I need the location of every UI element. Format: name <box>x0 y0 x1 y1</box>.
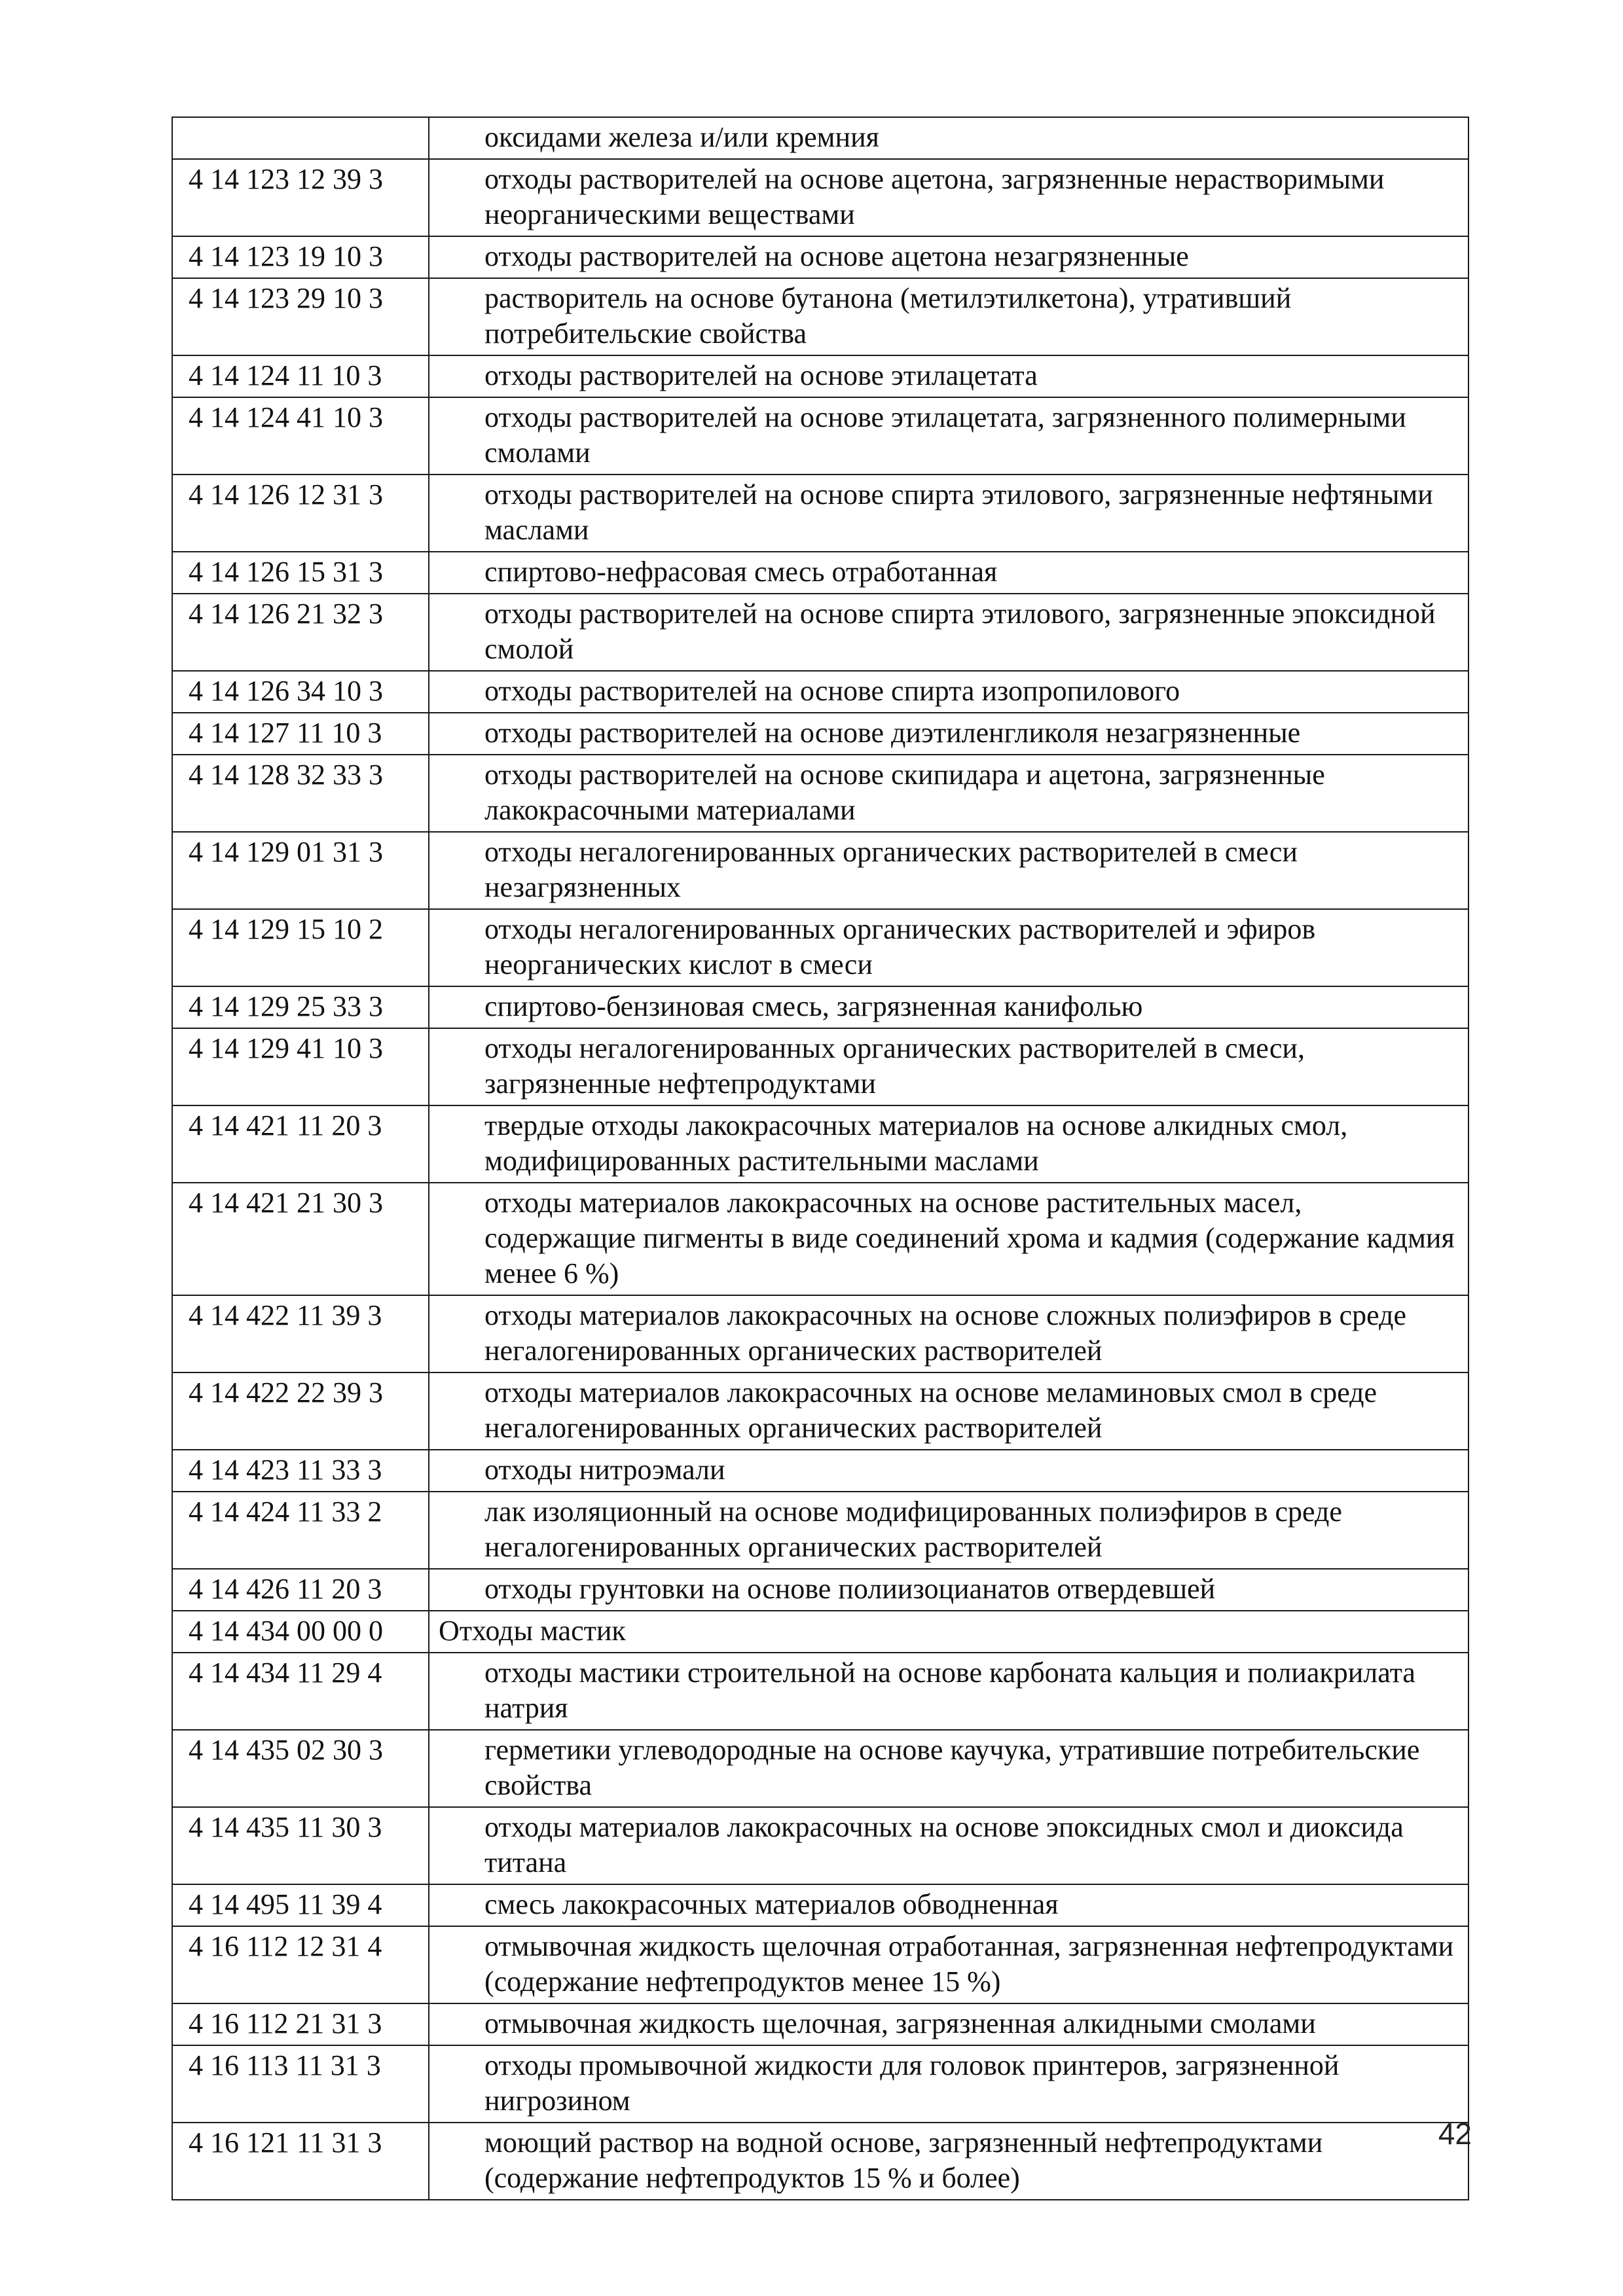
table-row <box>172 475 1468 552</box>
waste-code-cell: 4 14 129 41 10 3 <box>172 1028 429 1105</box>
table-row <box>172 1450 1468 1492</box>
waste-description-cell: растворитель на основе бутанона (метилэтилкетона), утративший потребительские свойства <box>429 278 1468 355</box>
waste-description-cell: отходы растворителей на основе ацетона, загрязненные нерастворимыми неорганическими веществами <box>429 159 1468 236</box>
waste-description-cell: отходы растворителей на основе диэтиленгликоля незагрязненные <box>429 713 1468 755</box>
table-row <box>172 909 1468 986</box>
table-row <box>172 1492 1468 1569</box>
table-row <box>172 1653 1468 1730</box>
waste-description-cell: отходы негалогенированных органических растворителей в смеси, загрязненные нефтепродуктами <box>429 1028 1468 1105</box>
waste-code-cell: 4 14 123 29 10 3 <box>172 278 429 355</box>
table-row <box>172 1372 1468 1450</box>
waste-code-cell <box>172 117 429 159</box>
table-row <box>172 2123 1468 2200</box>
table-row <box>172 755 1468 832</box>
waste-description-cell: Отходы мастик <box>429 1611 1468 1653</box>
table-row <box>172 1569 1468 1611</box>
waste-description-cell: отходы материалов лакокрасочных на основе растительных масел, содержащие пигменты в виде соединений хрома и кадмия (содержание кадмия менее 6 %) <box>429 1183 1468 1295</box>
table-row <box>172 552 1468 594</box>
waste-description-cell: отходы негалогенированных органических растворителей и эфиров неорганических кислот в смеси <box>429 909 1468 986</box>
waste-code-cell: 4 14 435 11 30 3 <box>172 1807 429 1884</box>
table-row <box>172 1730 1468 1807</box>
waste-code-cell: 4 14 422 22 39 3 <box>172 1372 429 1450</box>
table-group-row <box>172 1611 1468 1653</box>
table-row <box>172 1105 1468 1183</box>
waste-description-cell: герметики углеводородные на основе каучука, утратившие потребительские свойства <box>429 1730 1468 1807</box>
waste-code-cell: 4 14 126 21 32 3 <box>172 594 429 671</box>
table-row <box>172 1028 1468 1105</box>
waste-code-cell: 4 14 421 21 30 3 <box>172 1183 429 1295</box>
table-row <box>172 1295 1468 1372</box>
waste-code-cell: 4 14 495 11 39 4 <box>172 1884 429 1926</box>
waste-code-cell: 4 14 129 25 33 3 <box>172 986 429 1028</box>
waste-description-cell: отходы мастики строительной на основе карбоната кальция и полиакрилата натрия <box>429 1653 1468 1730</box>
table-row <box>172 832 1468 909</box>
waste-code-cell: 4 14 435 02 30 3 <box>172 1730 429 1807</box>
waste-description-cell: отходы растворителей на основе этилацетата <box>429 355 1468 397</box>
table-row <box>172 355 1468 397</box>
waste-code-cell: 4 14 129 15 10 2 <box>172 909 429 986</box>
waste-description-cell: лак изоляционный на основе модифицированных полиэфиров в среде негалогенированных органических растворителей <box>429 1492 1468 1569</box>
waste-description-cell: отходы растворителей на основе ацетона незагрязненные <box>429 236 1468 278</box>
waste-description-cell: отходы материалов лакокрасочных на основе сложных полиэфиров в среде негалогенированных органических растворителей <box>429 1295 1468 1372</box>
table-row <box>172 2045 1468 2123</box>
waste-code-cell: 4 14 126 34 10 3 <box>172 671 429 713</box>
waste-code-cell: 4 14 434 00 00 0 <box>172 1611 429 1653</box>
table-row <box>172 236 1468 278</box>
waste-description-cell: смесь лакокрасочных материалов обводненная <box>429 1884 1468 1926</box>
waste-code-cell: 4 14 123 12 39 3 <box>172 159 429 236</box>
waste-code-cell: 4 14 124 11 10 3 <box>172 355 429 397</box>
waste-code-cell: 4 16 113 11 31 3 <box>172 2045 429 2123</box>
waste-code-cell: 4 14 423 11 33 3 <box>172 1450 429 1492</box>
waste-description-cell: отходы растворителей на основе скипидара и ацетона, загрязненные лакокрасочными материалами <box>429 755 1468 832</box>
waste-code-cell: 4 14 126 15 31 3 <box>172 552 429 594</box>
waste-code-cell: 4 14 129 01 31 3 <box>172 832 429 909</box>
waste-description-cell: отмывочная жидкость щелочная отработанная, загрязненная нефтепродуктами (содержание нефтепродуктов менее 15 %) <box>429 1926 1468 2003</box>
waste-code-cell: 4 14 124 41 10 3 <box>172 397 429 475</box>
waste-codes-table <box>172 117 1469 2200</box>
table-row <box>172 986 1468 1028</box>
waste-code-cell: 4 14 422 11 39 3 <box>172 1295 429 1372</box>
table-row <box>172 159 1468 236</box>
table-body <box>172 117 1468 2200</box>
page-number: 42 <box>1438 2117 1472 2151</box>
table-row <box>172 397 1468 475</box>
table-row <box>172 1884 1468 1926</box>
waste-description-cell: оксидами железа и/или кремния <box>429 117 1468 159</box>
waste-description-cell: спиртово-нефрасовая смесь отработанная <box>429 552 1468 594</box>
waste-description-cell: отходы негалогенированных органических растворителей в смеси незагрязненных <box>429 832 1468 909</box>
table-row <box>172 1807 1468 1884</box>
waste-description-cell: отходы нитроэмали <box>429 1450 1468 1492</box>
table-row <box>172 594 1468 671</box>
waste-description-cell: отходы материалов лакокрасочных на основе меламиновых смол в среде негалогенированных органических растворителей <box>429 1372 1468 1450</box>
waste-description-cell: моющий раствор на водной основе, загрязненный нефтепродуктами (содержание нефтепродуктов 15 % и более) <box>429 2123 1468 2200</box>
waste-description-cell: отходы растворителей на основе спирта изопропилового <box>429 671 1468 713</box>
table-row <box>172 1926 1468 2003</box>
waste-description-cell: отходы промывочной жидкости для головок принтеров, загрязненной нигрозином <box>429 2045 1468 2123</box>
table-row <box>172 2003 1468 2045</box>
waste-code-cell: 4 16 112 21 31 3 <box>172 2003 429 2045</box>
table-row <box>172 1183 1468 1295</box>
waste-code-cell: 4 16 112 12 31 4 <box>172 1926 429 2003</box>
table-row <box>172 278 1468 355</box>
waste-description-cell: отходы растворителей на основе спирта этилового, загрязненные эпоксидной смолой <box>429 594 1468 671</box>
table-row <box>172 713 1468 755</box>
table-row <box>172 117 1468 159</box>
waste-description-cell: отходы материалов лакокрасочных на основе эпоксидных смол и диоксида титана <box>429 1807 1468 1884</box>
waste-description-cell: отходы растворителей на основе спирта этилового, загрязненные нефтяными маслами <box>429 475 1468 552</box>
waste-code-cell: 4 16 121 11 31 3 <box>172 2123 429 2200</box>
waste-code-cell: 4 14 424 11 33 2 <box>172 1492 429 1569</box>
waste-code-cell: 4 14 126 12 31 3 <box>172 475 429 552</box>
waste-description-cell: отмывочная жидкость щелочная, загрязненная алкидными смолами <box>429 2003 1468 2045</box>
waste-code-cell: 4 14 434 11 29 4 <box>172 1653 429 1730</box>
waste-description-cell: отходы грунтовки на основе полиизоцианатов отвердевшей <box>429 1569 1468 1611</box>
waste-code-cell: 4 14 123 19 10 3 <box>172 236 429 278</box>
waste-code-cell: 4 14 127 11 10 3 <box>172 713 429 755</box>
waste-description-cell: твердые отходы лакокрасочных материалов на основе алкидных смол, модифицированных растительными маслами <box>429 1105 1468 1183</box>
waste-description-cell: отходы растворителей на основе этилацетата, загрязненного полимерными смолами <box>429 397 1468 475</box>
waste-code-cell: 4 14 421 11 20 3 <box>172 1105 429 1183</box>
waste-code-cell: 4 14 426 11 20 3 <box>172 1569 429 1611</box>
waste-description-cell: спиртово-бензиновая смесь, загрязненная канифолью <box>429 986 1468 1028</box>
table-row <box>172 671 1468 713</box>
waste-code-cell: 4 14 128 32 33 3 <box>172 755 429 832</box>
